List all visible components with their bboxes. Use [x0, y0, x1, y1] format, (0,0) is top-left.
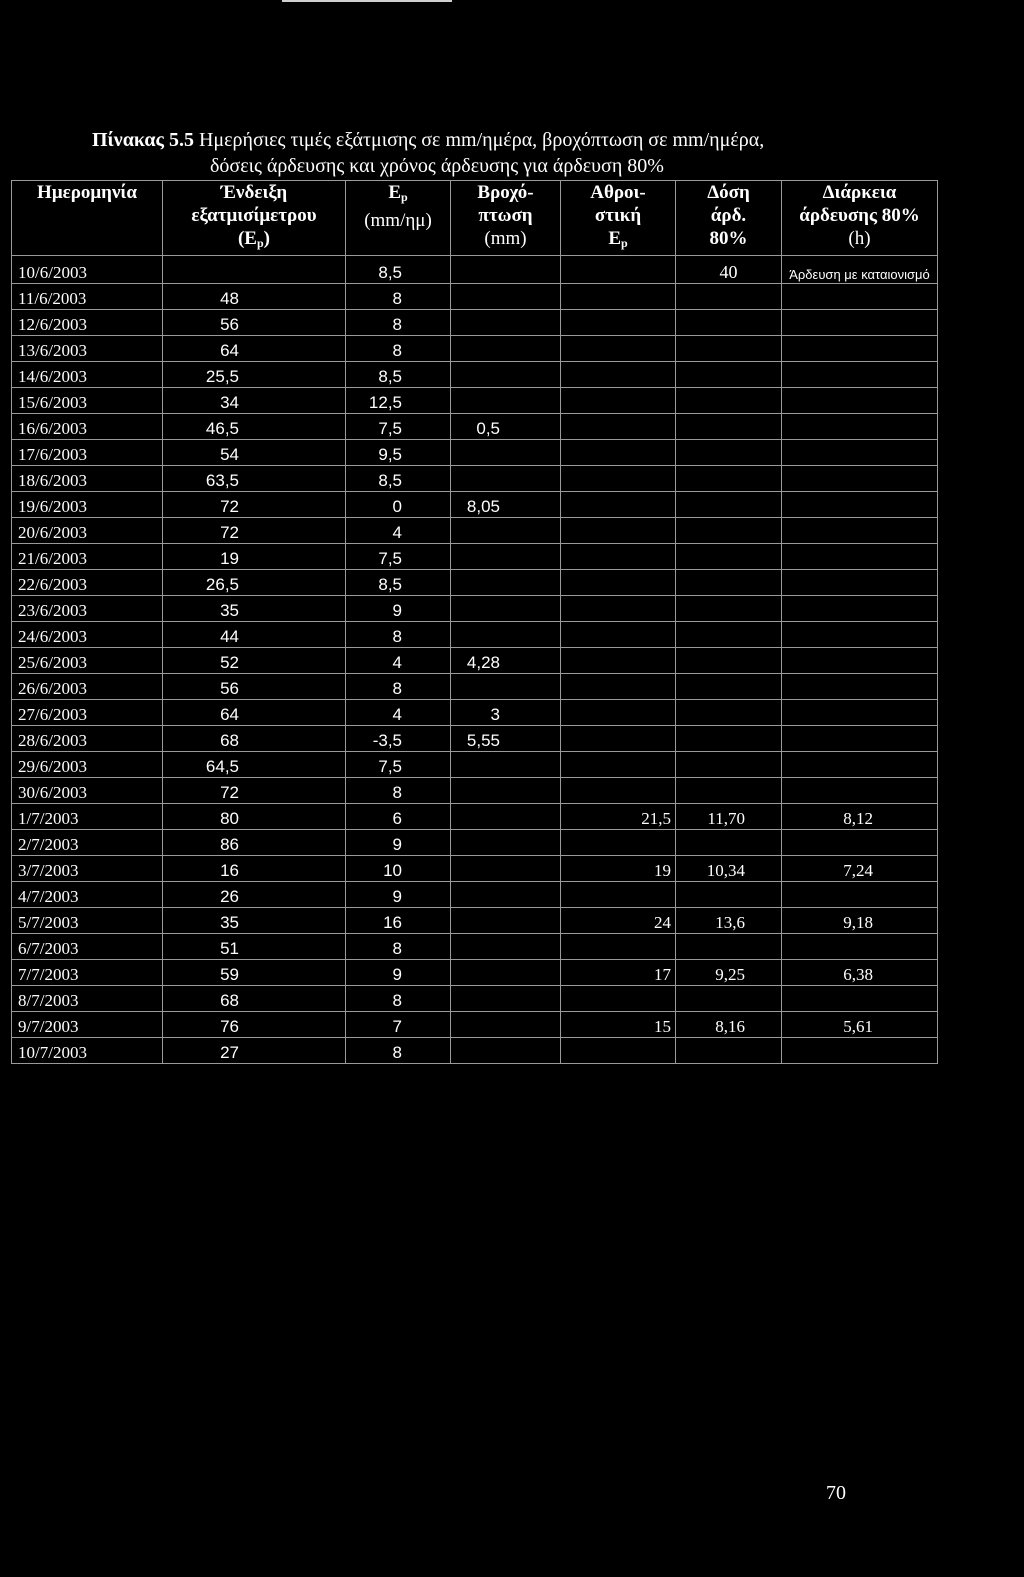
cell-duration [782, 310, 938, 336]
cell-cumulative-ep [561, 596, 676, 622]
cell-indication: 25,5 [163, 362, 346, 388]
cell-date: 16/6/2003 [12, 414, 163, 440]
cell-duration [782, 414, 938, 440]
cell-ep: 7,5 [346, 414, 451, 440]
cell-rainfall [451, 674, 561, 700]
cell-rainfall: 0,5 [451, 414, 561, 440]
cell-duration [782, 284, 938, 310]
cell-rainfall [451, 388, 561, 414]
table-row [12, 284, 938, 310]
cell-indication: 64 [163, 700, 346, 726]
cell-duration [782, 596, 938, 622]
table-row [12, 908, 938, 934]
cell-ep: 8,5 [346, 466, 451, 492]
cell-indication: 26 [163, 882, 346, 908]
cell-rainfall [451, 752, 561, 778]
cell-dose [676, 284, 782, 310]
cell-duration [782, 830, 938, 856]
caption-line-1 [0, 127, 1024, 153]
cell-indication: 51 [163, 934, 346, 960]
cell-indication: 56 [163, 674, 346, 700]
table-row [12, 804, 938, 830]
table-row [12, 440, 938, 466]
cell-indication: 72 [163, 492, 346, 518]
cell-date: 1/7/2003 [12, 804, 163, 830]
cell-ep: 4 [346, 648, 451, 674]
cell-cumulative-ep [561, 1038, 676, 1064]
cell-duration: 9,18 [782, 908, 938, 934]
cell-duration [782, 492, 938, 518]
cell-indication: 63,5 [163, 466, 346, 492]
cell-indication: 68 [163, 986, 346, 1012]
cell-dose [676, 1038, 782, 1064]
cell-date: 13/6/2003 [12, 336, 163, 362]
cell-dose [676, 336, 782, 362]
cell-date: 10/7/2003 [12, 1038, 163, 1064]
cell-indication: 27 [163, 1038, 346, 1064]
cell-ep: 8,5 [346, 570, 451, 596]
cell-rainfall: 3 [451, 700, 561, 726]
cell-cumulative-ep [561, 674, 676, 700]
cell-rainfall [451, 622, 561, 648]
cell-indication: 72 [163, 518, 346, 544]
cell-rainfall [451, 1012, 561, 1038]
cell-indication: 44 [163, 622, 346, 648]
cell-duration: 8,12 [782, 804, 938, 830]
cell-cumulative-ep [561, 700, 676, 726]
cell-dose: 8,16 [676, 1012, 782, 1038]
cell-indication: 68 [163, 726, 346, 752]
cell-cumulative-ep: 15 [561, 1012, 676, 1038]
cell-ep: 8 [346, 674, 451, 700]
table-row [12, 492, 938, 518]
table-row [12, 1012, 938, 1038]
cell-date: 23/6/2003 [12, 596, 163, 622]
cell-date: 19/6/2003 [12, 492, 163, 518]
cell-rainfall [451, 856, 561, 882]
cell-indication: 34 [163, 388, 346, 414]
table-row [12, 336, 938, 362]
cell-rainfall [451, 596, 561, 622]
cell-date: 26/6/2003 [12, 674, 163, 700]
cell-duration [782, 648, 938, 674]
cell-indication: 26,5 [163, 570, 346, 596]
header-date: Ημερομηνία [12, 181, 163, 256]
header-row [12, 181, 938, 256]
cell-cumulative-ep [561, 830, 676, 856]
table-row [12, 596, 938, 622]
cell-date: 27/6/2003 [12, 700, 163, 726]
cell-rainfall [451, 362, 561, 388]
cell-date: 7/7/2003 [12, 960, 163, 986]
cell-dose: 40 [676, 256, 782, 284]
cell-indication: 19 [163, 544, 346, 570]
table-row [12, 778, 938, 804]
cell-duration [782, 466, 938, 492]
cell-ep: 0 [346, 492, 451, 518]
cell-indication: 72 [163, 778, 346, 804]
table-row [12, 570, 938, 596]
cell-ep: -3,5 [346, 726, 451, 752]
cell-cumulative-ep [561, 362, 676, 388]
cell-dose [676, 414, 782, 440]
cell-cumulative-ep: 19 [561, 856, 676, 882]
caption-label: Πίνακας 5.5 [92, 129, 194, 151]
cell-ep: 8 [346, 986, 451, 1012]
cell-dose: 9,25 [676, 960, 782, 986]
cell-dose [676, 466, 782, 492]
cell-duration [782, 882, 938, 908]
cell-ep: 4 [346, 518, 451, 544]
cell-duration [782, 622, 938, 648]
table-row [12, 466, 938, 492]
cell-indication: 56 [163, 310, 346, 336]
cell-rainfall: 5,55 [451, 726, 561, 752]
cell-duration [782, 336, 938, 362]
cell-ep: 9 [346, 960, 451, 986]
cell-rainfall: 4,28 [451, 648, 561, 674]
cell-cumulative-ep: 21,5 [561, 804, 676, 830]
cell-dose [676, 674, 782, 700]
cell-ep: 8 [346, 336, 451, 362]
table-row [12, 362, 938, 388]
cell-rainfall [451, 518, 561, 544]
cell-indication: 64 [163, 336, 346, 362]
cell-indication: 48 [163, 284, 346, 310]
header-cumulative-ep: Αθροι- στική $E_p$ [561, 181, 676, 256]
cell-date: 15/6/2003 [12, 388, 163, 414]
cell-ep: 16 [346, 908, 451, 934]
cell-date: 10/6/2003 [12, 256, 163, 284]
header-indication: Ένδειξη εξατμισίμετρου $(E_p)$ [163, 181, 346, 256]
table-row [12, 752, 938, 778]
table-row [12, 648, 938, 674]
cell-dose [676, 310, 782, 336]
cell-duration [782, 674, 938, 700]
cell-date: 2/7/2003 [12, 830, 163, 856]
cell-cumulative-ep [561, 440, 676, 466]
cell-date: 29/6/2003 [12, 752, 163, 778]
cell-duration [782, 700, 938, 726]
cell-ep: 8 [346, 1038, 451, 1064]
cell-rainfall [451, 544, 561, 570]
cell-date: 14/6/2003 [12, 362, 163, 388]
cell-rainfall [451, 284, 561, 310]
cell-cumulative-ep: 24 [561, 908, 676, 934]
table-row [12, 518, 938, 544]
cell-dose [676, 648, 782, 674]
cell-dose [676, 440, 782, 466]
cell-rainfall [451, 986, 561, 1012]
cell-cumulative-ep [561, 310, 676, 336]
cell-dose [676, 492, 782, 518]
cell-duration [782, 362, 938, 388]
cell-duration [782, 986, 938, 1012]
cell-date: 20/6/2003 [12, 518, 163, 544]
cell-date: 6/7/2003 [12, 934, 163, 960]
cell-cumulative-ep [561, 726, 676, 752]
table-row [12, 960, 938, 986]
cell-date: 12/6/2003 [12, 310, 163, 336]
cell-ep: 12,5 [346, 388, 451, 414]
cell-dose [676, 622, 782, 648]
cell-date: 5/7/2003 [12, 908, 163, 934]
cell-dose [676, 726, 782, 752]
cell-cumulative-ep [561, 544, 676, 570]
cell-duration [782, 388, 938, 414]
cell-dose [676, 596, 782, 622]
cell-ep: 9 [346, 830, 451, 856]
cell-dose: 11,70 [676, 804, 782, 830]
table-row [12, 388, 938, 414]
cell-indication [163, 256, 346, 284]
cell-rainfall [451, 882, 561, 908]
cell-rainfall [451, 830, 561, 856]
cell-duration: 5,61 [782, 1012, 938, 1038]
cell-duration: 7,24 [782, 856, 938, 882]
caption-line-2: δόσεις άρδευσης και χρόνος άρδευσης για άρδευση 80% [210, 155, 664, 177]
table-row [12, 700, 938, 726]
cell-rainfall [451, 256, 561, 284]
cell-duration: Άρδευση με καταιονισμό [782, 256, 938, 284]
cell-rainfall [451, 934, 561, 960]
cell-date: 28/6/2003 [12, 726, 163, 752]
cell-indication: 54 [163, 440, 346, 466]
cell-dose: 13,6 [676, 908, 782, 934]
cell-duration: 6,38 [782, 960, 938, 986]
cell-ep: 8,5 [346, 362, 451, 388]
header-rainfall: Βροχό- πτωση (mm) [451, 181, 561, 256]
cell-ep: 4 [346, 700, 451, 726]
cell-dose [676, 752, 782, 778]
cell-cumulative-ep [561, 986, 676, 1012]
cell-dose [676, 388, 782, 414]
cell-date: 25/6/2003 [12, 648, 163, 674]
cell-dose [676, 700, 782, 726]
header-ep: $E_p$ (mm/ημ) [346, 181, 451, 256]
table-row [12, 986, 938, 1012]
cell-duration [782, 518, 938, 544]
cell-cumulative-ep [561, 336, 676, 362]
cell-cumulative-ep: 17 [561, 960, 676, 986]
header-irrigation-duration: Διάρκεια άρδευσης 80% (h) [782, 181, 938, 256]
cell-indication: 80 [163, 804, 346, 830]
table-row [12, 830, 938, 856]
cell-cumulative-ep [561, 934, 676, 960]
table-row [12, 414, 938, 440]
caption-text-1: Ημερήσιες τιμές εξάτμισης σε mm/ημέρα, βροχόπτωση σε mm/ημέρα, [193, 129, 765, 151]
cell-rainfall [451, 310, 561, 336]
cell-cumulative-ep [561, 466, 676, 492]
cell-cumulative-ep [561, 778, 676, 804]
cell-indication: 86 [163, 830, 346, 856]
cell-cumulative-ep [561, 622, 676, 648]
cell-date: 11/6/2003 [12, 284, 163, 310]
top-rule [282, 0, 452, 2]
cell-cumulative-ep [561, 256, 676, 284]
cell-ep: 6 [346, 804, 451, 830]
cell-rainfall [451, 804, 561, 830]
cell-ep: 8 [346, 622, 451, 648]
table-row [12, 674, 938, 700]
table-row [12, 726, 938, 752]
cell-date: 22/6/2003 [12, 570, 163, 596]
cell-duration [782, 440, 938, 466]
cell-ep: 7 [346, 1012, 451, 1038]
cell-cumulative-ep [561, 492, 676, 518]
cell-ep: 9,5 [346, 440, 451, 466]
table-row [12, 622, 938, 648]
cell-date: 18/6/2003 [12, 466, 163, 492]
cell-indication: 52 [163, 648, 346, 674]
cell-duration [782, 934, 938, 960]
cell-ep: 8,5 [346, 256, 451, 284]
cell-ep: 10 [346, 856, 451, 882]
cell-ep: 9 [346, 882, 451, 908]
cell-cumulative-ep [561, 882, 676, 908]
cell-indication: 76 [163, 1012, 346, 1038]
cell-cumulative-ep [561, 648, 676, 674]
cell-indication: 59 [163, 960, 346, 986]
cell-rainfall [451, 466, 561, 492]
header-irrigation-dose: Δόση άρδ. 80% [676, 181, 782, 256]
cell-duration [782, 570, 938, 596]
cell-ep: 9 [346, 596, 451, 622]
table-row [12, 856, 938, 882]
cell-duration [782, 752, 938, 778]
cell-ep: 8 [346, 934, 451, 960]
cell-dose [676, 986, 782, 1012]
table-caption [0, 127, 1024, 179]
table-body [12, 256, 938, 1064]
cell-rainfall [451, 440, 561, 466]
table-row [12, 544, 938, 570]
cell-cumulative-ep [561, 284, 676, 310]
cell-duration [782, 726, 938, 752]
cell-indication: 35 [163, 908, 346, 934]
cell-duration [782, 544, 938, 570]
cell-rainfall [451, 908, 561, 934]
table-row [12, 256, 938, 284]
cell-date: 17/6/2003 [12, 440, 163, 466]
cell-cumulative-ep [561, 414, 676, 440]
cell-dose [676, 362, 782, 388]
cell-rainfall [451, 960, 561, 986]
cell-date: 4/7/2003 [12, 882, 163, 908]
cell-date: 8/7/2003 [12, 986, 163, 1012]
cell-date: 30/6/2003 [12, 778, 163, 804]
cell-rainfall [451, 570, 561, 596]
cell-rainfall [451, 778, 561, 804]
cell-cumulative-ep [561, 752, 676, 778]
cell-dose [676, 518, 782, 544]
cell-rainfall: 8,05 [451, 492, 561, 518]
cell-duration [782, 778, 938, 804]
cell-indication: 35 [163, 596, 346, 622]
cell-ep: 8 [346, 310, 451, 336]
cell-date: 21/6/2003 [12, 544, 163, 570]
cell-dose [676, 934, 782, 960]
cell-date: 9/7/2003 [12, 1012, 163, 1038]
cell-cumulative-ep [561, 570, 676, 596]
cell-rainfall [451, 336, 561, 362]
cell-duration [782, 1038, 938, 1064]
table-row [12, 1038, 938, 1064]
cell-ep: 8 [346, 284, 451, 310]
cell-cumulative-ep [561, 388, 676, 414]
cell-ep: 8 [346, 778, 451, 804]
cell-dose [676, 778, 782, 804]
cell-indication: 46,5 [163, 414, 346, 440]
cell-indication: 16 [163, 856, 346, 882]
cell-date: 24/6/2003 [12, 622, 163, 648]
table-row [12, 934, 938, 960]
cell-dose [676, 544, 782, 570]
table-row [12, 882, 938, 908]
cell-dose [676, 882, 782, 908]
cell-ep: 7,5 [346, 544, 451, 570]
table-row [12, 310, 938, 336]
cell-cumulative-ep [561, 518, 676, 544]
cell-ep: 7,5 [346, 752, 451, 778]
cell-rainfall [451, 1038, 561, 1064]
cell-dose: 10,34 [676, 856, 782, 882]
cell-indication: 64,5 [163, 752, 346, 778]
irrigation-table [11, 180, 938, 1064]
cell-dose [676, 830, 782, 856]
cell-dose [676, 570, 782, 596]
cell-date: 3/7/2003 [12, 856, 163, 882]
page-number: 70 [826, 1482, 846, 1504]
